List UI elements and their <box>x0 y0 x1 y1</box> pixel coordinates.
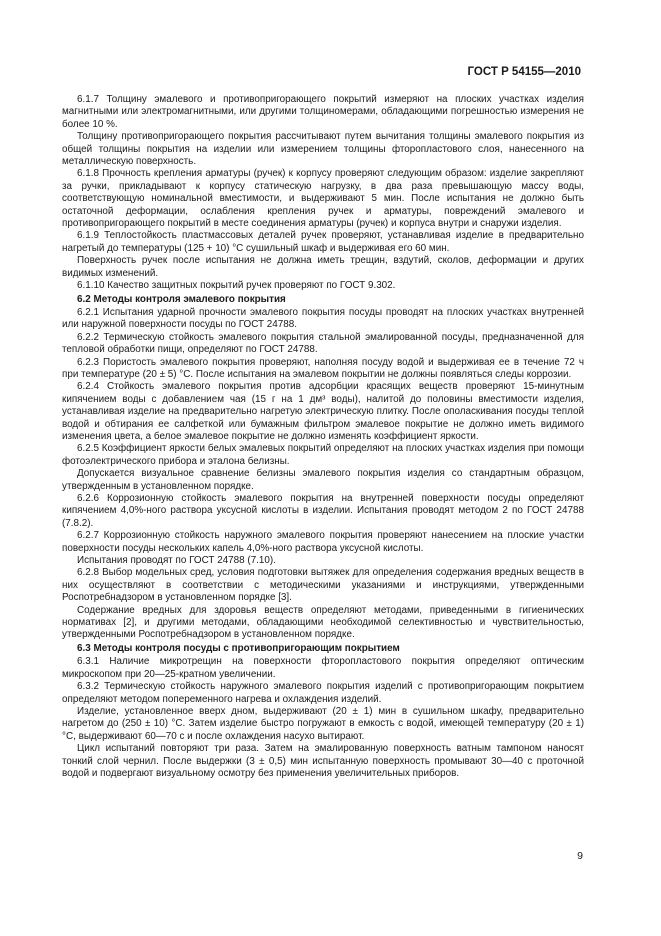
paragraph: Толщину противопригорающего покрытия рассчитывают путем вычитания толщины эмалевого покрытия из общей толщины покрытия на изделии или измерением толщины фторопластового слоя, нанесенного на металлическую поверхность. <box>62 131 584 168</box>
standard-header: ГОСТ Р 54155—2010 <box>467 66 581 78</box>
paragraph-6-3-1: 6.3.1 Наличие микротрещин на поверхности фторопластового покрытия определяют оптическим микроскопом при 20—25-кратном увеличении. <box>62 656 584 680</box>
paragraph-6-2-8: 6.2.8 Выбор модельных сред, условия подготовки вытяжек для определения содержания вредных веществ в них осуществляют в соответствии с методическими указаниями и инструкциями, утвержденными Роспотребнадзором в установленном порядке [3]. <box>62 567 584 604</box>
paragraph-6-2-3: 6.2.3 Пористость эмалевого покрытия проверяют, наполняя посуду водой и выдерживая ее в течение 72 ч при температуре (20 ± 5) °С. После испытания на эмалевом покрытии не должны появляться следы коррозии. <box>62 356 584 380</box>
paragraph-6-2-7: 6.2.7 Коррозионную стойкость наружного эмалевого покрытия проверяют нанесением на плоские участки поверхности посуды нескольких капель 4,0%-ного раствора уксусной кислоты. <box>62 530 584 554</box>
paragraph-6-1-9: 6.1.9 Теплостойкость пластмассовых деталей ручек проверяют, устанавливая изделие в предварительно нагретый до температуры (125 + 10) °С сушильный шкаф и выдерживая его 60 мин. <box>62 230 584 254</box>
paragraph: Изделие, установленное вверх дном, выдерживают (20 ± 1) мин в сушильном шкафу, предварительно нагретом до (250 ± 10) °С. Затем изделие быстро погружают в емкость с водой, имеющей температуру (20 ± 1) °С, выдерживают 60—70 с и после охлаждения насухо вытирают. <box>62 705 584 742</box>
paragraph: Поверхность ручек после испытания не должна иметь трещин, вздутий, сколов, деформации и других видимых изменений. <box>62 255 584 279</box>
paragraph: Цикл испытаний повторяют три раза. Затем на эмалированную поверхность ватным тампоном наносят тонкий слой чернил. После выдержки (3 ± 0,5) мин испытанную поверхность промывают 30—40 с проточной водой и подвергают визуальному осмотру без применения увеличительных приборов. <box>62 743 584 779</box>
paragraph-6-2-5: 6.2.5 Коэффициент яркости белых эмалевых покрытий определяют на плоских участках изделия при помощи фотоэлектрического прибора и эталона белизны. <box>62 443 584 467</box>
section-heading-6-3: 6.3 Методы контроля посуды с противопригорающим покрытием <box>77 642 400 654</box>
paragraph-6-1-8: 6.1.8 Прочность крепления арматуры (ручек) к корпусу проверяют следующим образом: изделие закрепляют за ручки, прикладывают к корпусу статическую нагрузку, в два раза превышающую массу воды, соответствующую номинальной вместимости, и выдерживают 5 мин. После испытания не должно быть остаточной деформации, ослабления крепления ручек и арматуры, повреждений эмалевого и противопригорающего покрытий в месте соединения арматуры (ручек) и корпуса внутри и снаружи изделия. <box>62 168 584 230</box>
paragraph-6-3-2: 6.3.2 Термическую стойкость наружного эмалевого покрытия изделий с противопригорающим покрытием определяют методом попеременного нагрева и охлаждения изделий. <box>62 681 584 705</box>
section-heading-6-2: 6.2 Методы контроля эмалевого покрытия <box>77 293 286 305</box>
paragraph-6-1-10: 6.1.10 Качество защитных покрытий ручек проверяют по ГОСТ 9.302. <box>77 280 396 292</box>
page-number: 9 <box>577 850 583 862</box>
paragraph: Испытания проводят по ГОСТ 24788 (7.10). <box>77 555 276 567</box>
paragraph-6-1-7: 6.1.7 Толщину эмалевого и противопригорающего покрытий измеряют на плоских участках изделия магнитными или электромагнитными, или другими толщиномерами, обладающими погрешностью измерения не более 10 %. <box>62 94 584 130</box>
paragraph-6-2-2: 6.2.2 Термическую стойкость эмалевого покрытия стальной эмалированной посуды, предназначенной для тепловой обработки пищи, определяют по ГОСТ 24788. <box>62 331 584 356</box>
paragraph: Допускается визуальное сравнение белизны эмалевого покрытия изделия со стандартным образцом, утвержденным в установленном порядке. <box>62 468 584 492</box>
paragraph: Содержание вредных для здоровья веществ определяют методами, приведенными в гигиенических нормативах [2], и другими методами, обладающими необходимой селективностью и чувствительностью, утвержденными Роспотребнадзором в установленном порядке. <box>62 604 584 641</box>
paragraph-6-2-4: 6.2.4 Стойкость эмалевого покрытия против адсорбции красящих веществ проверяют 15-минутным кипячением воды с добавлением чая (15 г на 1 дм³ воды), налитой до половины вместимости изделия, устанавливая изделие на предварительно нагретую электрическую плитку. После ополаскивания посуды теплой водой и обтирания ее салфеткой или бумажным фильтром эмалевое покрытие не должно иметь видимого изменения цвета, а белое эмалевое покрытие не должно изменять коэффициент яркости. <box>62 381 584 442</box>
document-body <box>62 94 584 780</box>
paragraph-6-2-6: 6.2.6 Коррозионную стойкость эмалевого покрытия на внутренней поверхности посуды определяют кипячением 4,0%-ного раствора уксусной кислоты в изделии. Испытания проводят методом 2 по ГОСТ 24788 (7.8.2). <box>62 493 584 529</box>
paragraph-6-2-1: 6.2.1 Испытания ударной прочности эмалевого покрытия посуды проводят на плоских участках внутренней или наружной поверхности посуды по ГОСТ 24788. <box>62 306 584 331</box>
